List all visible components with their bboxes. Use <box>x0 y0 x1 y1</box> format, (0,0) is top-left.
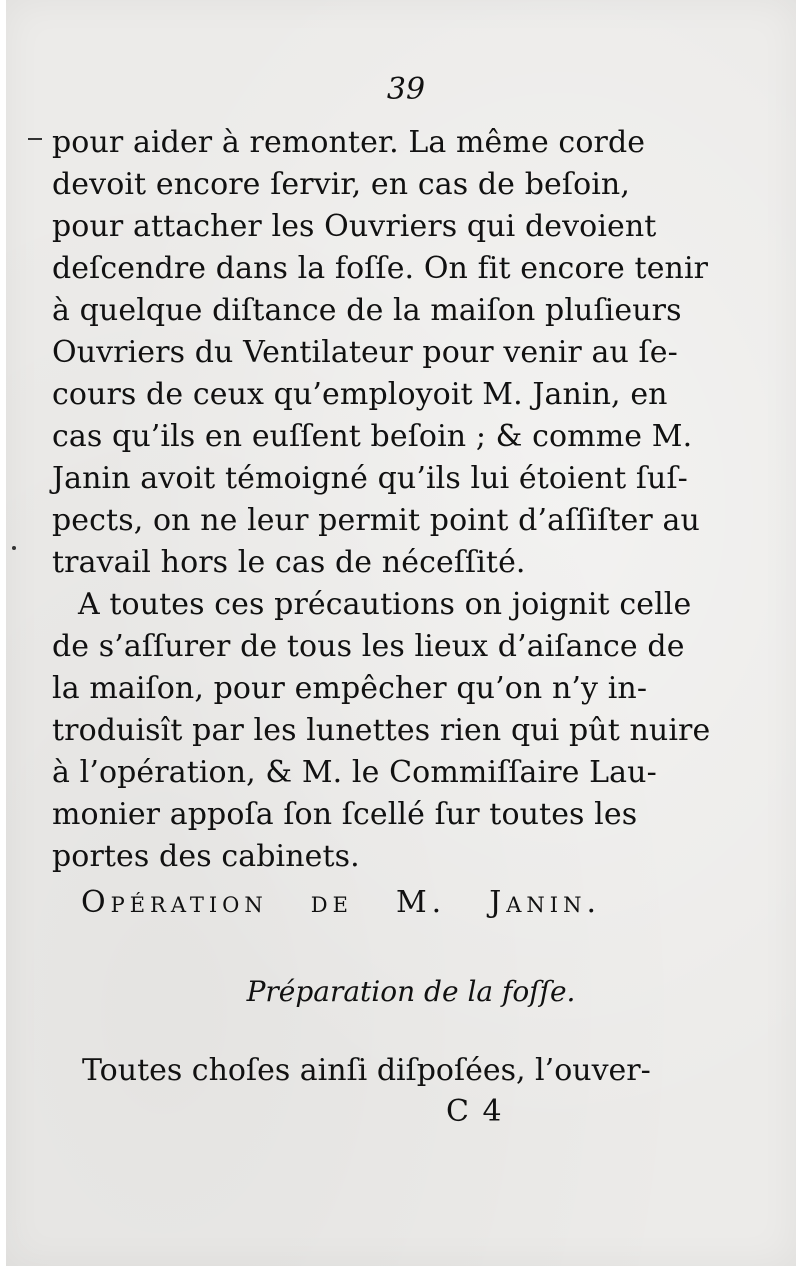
text-line: Toutes choſes ainſi diſpoſées, l’ouver- <box>82 1053 651 1088</box>
text-line: devoit encore ſervir, en cas de beſoin, <box>52 167 630 202</box>
text-line: A toutes ces précautions on joignit celle <box>78 587 692 622</box>
text-line: Ouvriers du Ventilateur pour venir au ſe- <box>52 335 678 370</box>
subheading: Préparation de la foſſe. <box>246 975 576 1008</box>
text-line: Janin avoit témoigné qu’ils lui étoient ſuſ- <box>52 461 688 496</box>
text-line: pour attacher les Ouvriers qui devoient <box>52 209 657 244</box>
text-line: à l’opération, & M. le Commiſſaire Lau- <box>52 755 657 790</box>
margin-mark <box>28 138 42 140</box>
margin-dot <box>12 546 16 550</box>
text-line: deſcendre dans la foſſe. On fit encore tenir <box>52 251 709 286</box>
text-line: troduisît par les lunettes rien qui pût nuire <box>52 713 711 748</box>
section-heading: Opération de M. Janin. <box>81 885 601 920</box>
page-number: 39 <box>386 72 426 107</box>
text-line: cours de ceux qu’employoit M. Janin, en <box>52 377 668 412</box>
text-line: pects, on ne leur permit point d’aſſiſter au <box>52 503 700 538</box>
body-text <box>52 122 711 878</box>
text-line: pour aider à remonter. La même corde <box>52 125 646 160</box>
text-line: cas qu’ils en euſſent beſoin ; & comme M. <box>52 419 693 454</box>
book-page <box>6 0 796 1266</box>
signature-mark: C 4 <box>446 1094 504 1129</box>
text-line: travail hors le cas de néceſſité. <box>52 545 526 580</box>
text-line: de s’aſſurer de tous les lieux d’aiſance de <box>52 629 685 664</box>
text-line: à quelque diſtance de la maiſon pluſieurs <box>52 293 682 328</box>
text-line: portes des cabinets. <box>52 839 360 874</box>
text-line: monier appoſa ſon ſcellé ſur toutes les <box>52 797 638 832</box>
text-line: la maiſon, pour empêcher qu’on n’y in- <box>52 671 648 706</box>
